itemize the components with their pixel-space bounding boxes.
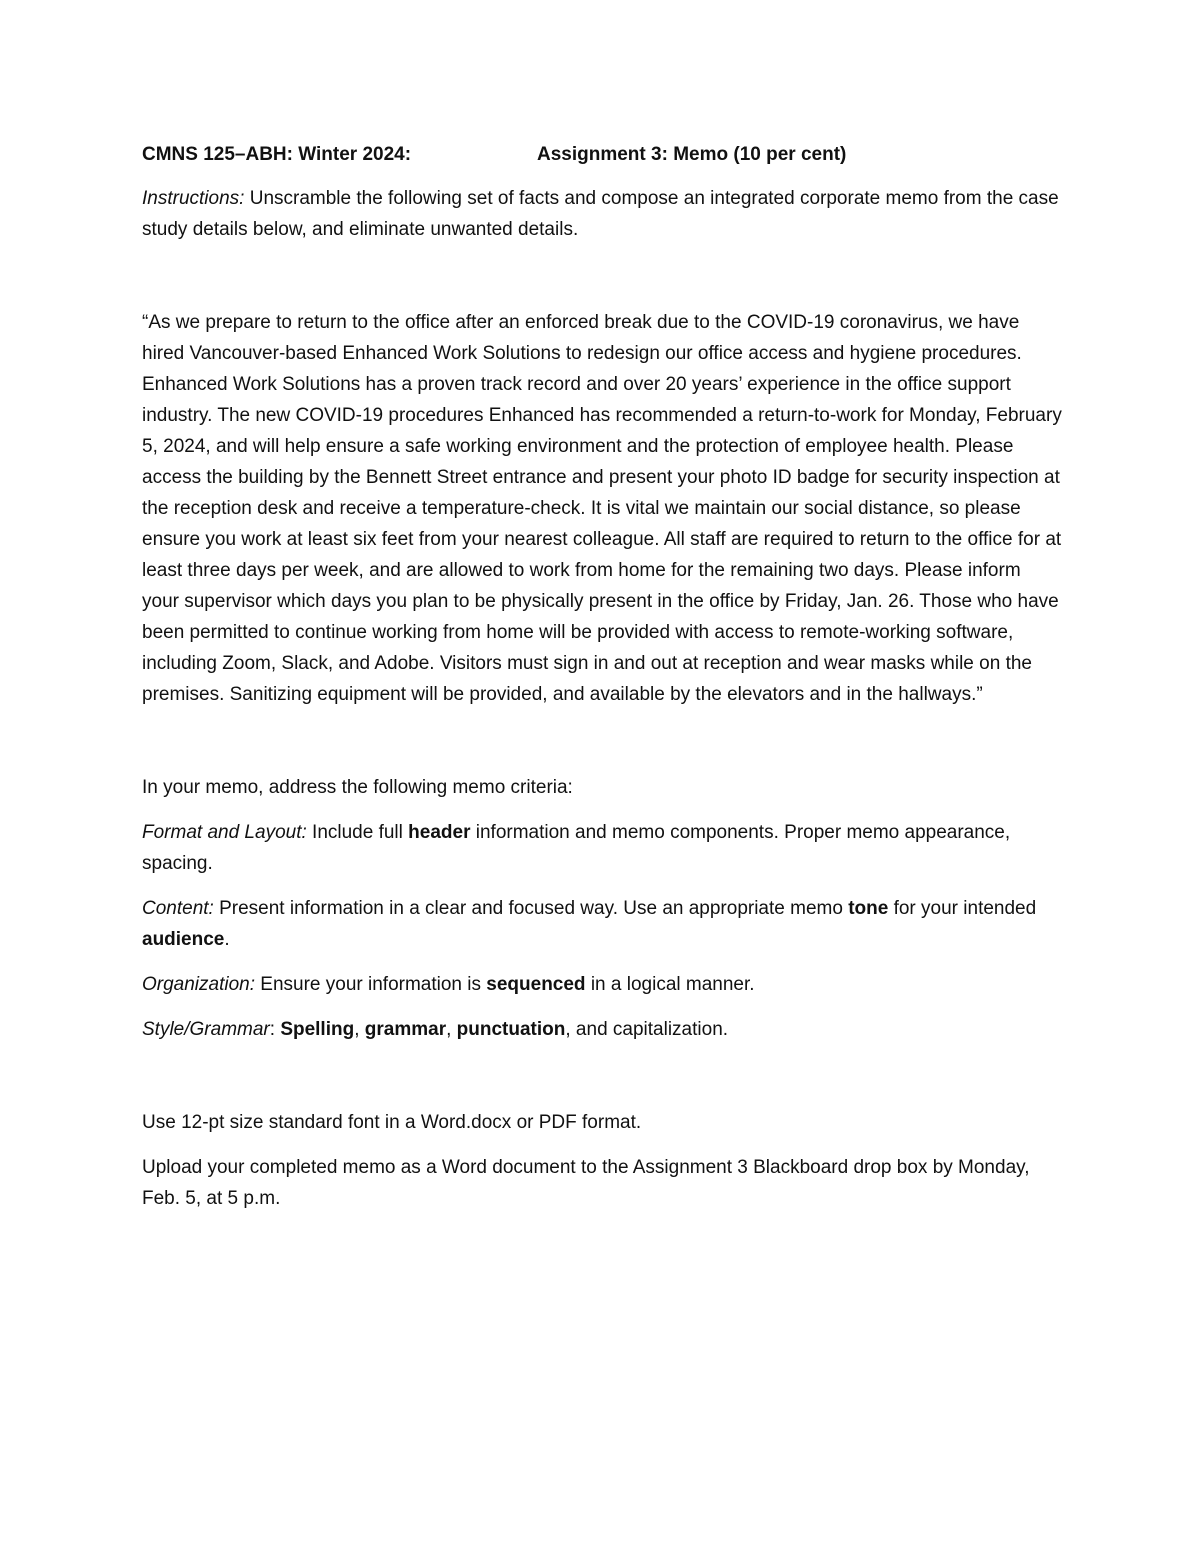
criterion-format-label: Format and Layout: [142, 822, 307, 843]
assignment-title: Assignment 3: Memo (10 per cent) [537, 144, 847, 165]
criterion-text: . [224, 929, 230, 950]
criterion-style-label: Style/Grammar [142, 1019, 270, 1040]
criterion-text: , and capitalization. [565, 1019, 729, 1040]
criterion-keyword: header [408, 822, 471, 843]
criterion-style [142, 1014, 1062, 1045]
criterion-keyword: tone [848, 898, 889, 919]
criterion-text: in a logical manner. [585, 974, 755, 995]
criterion-content-label: Content: [142, 898, 214, 919]
criterion-keyword: sequenced [486, 974, 586, 995]
criterion-text: Ensure your information is [255, 974, 487, 995]
criterion-text: , [446, 1019, 457, 1040]
criterion-keyword: grammar [364, 1019, 447, 1040]
criterion-organization-label: Organization: [142, 974, 256, 995]
criterion-format [142, 817, 1062, 879]
criterion-text: Present information in a clear and focused way. Use an appropriate memo [213, 898, 849, 919]
criterion-content [142, 893, 1062, 955]
criterion-keyword: Spelling [280, 1019, 355, 1040]
criterion-text: Include full [306, 822, 409, 843]
criterion-text: for your intended [888, 898, 1037, 919]
criteria-intro: In your memo, address the following memo criteria: [142, 777, 573, 798]
instructions-label: Instructions: [142, 188, 245, 209]
criterion-keyword: audience [142, 929, 225, 950]
upload-instruction: Upload your completed memo as a Word document to the Assignment 3 Blackboard drop box by Monday, Feb. 5, at 5 p.m. [142, 1157, 1030, 1209]
document-page [142, 140, 1062, 1214]
criterion-organization [142, 969, 1062, 1000]
instructions-text: Unscramble the following set of facts and compose an integrated corporate memo from the case study details below, and eliminate unwanted details. [142, 188, 1059, 240]
instructions-paragraph [142, 183, 1062, 245]
criterion-text: , [354, 1019, 365, 1040]
criterion-keyword: punctuation [456, 1019, 566, 1040]
course-title: CMNS 125–ABH: Winter 2024: [142, 144, 412, 165]
document-header [142, 140, 1062, 170]
case-study-paragraph: “As we prepare to return to the office after an enforced break due to the COVID-19 coronavirus, we have hired Vancouver-based Enhanced Work Solutions to redesign our office access and hygiene procedures. Enhanced Work Solutions has a proven track record and over 20 years’ experience in the office support industry. The new COVID-19 procedures Enhanced has recommended a return-to-work for Monday, February 5, 2024, and will help ensure a safe working environment and the protection of employee health. Please access the building by the Bennett Street entrance and present your photo ID badge for security inspection at the reception desk and receive a temperature-check. It is vital we maintain our social distance, so please ensure you work at least six feet from your nearest colleague. All staff are required to return to the office for at least three days per week, and are allowed to work from home for the remaining two days. Please inform your supervisor which days you plan to be physically present in the office by Friday, Jan. 26. Those who have been permitted to continue working from home will be provided with access to remote-working software, including Zoom, Slack, and Adobe. Visitors must sign in and out at reception and wear masks while on the premises. Sanitizing equipment will be provided, and available by the elevators and in the hallways.” [142, 312, 1062, 705]
criterion-text: information and memo components. Proper memo appearance, spacing. [142, 822, 1011, 874]
criterion-text: : [269, 1019, 281, 1040]
font-instruction: Use 12-pt size standard font in a Word.docx or PDF format. [142, 1112, 642, 1133]
